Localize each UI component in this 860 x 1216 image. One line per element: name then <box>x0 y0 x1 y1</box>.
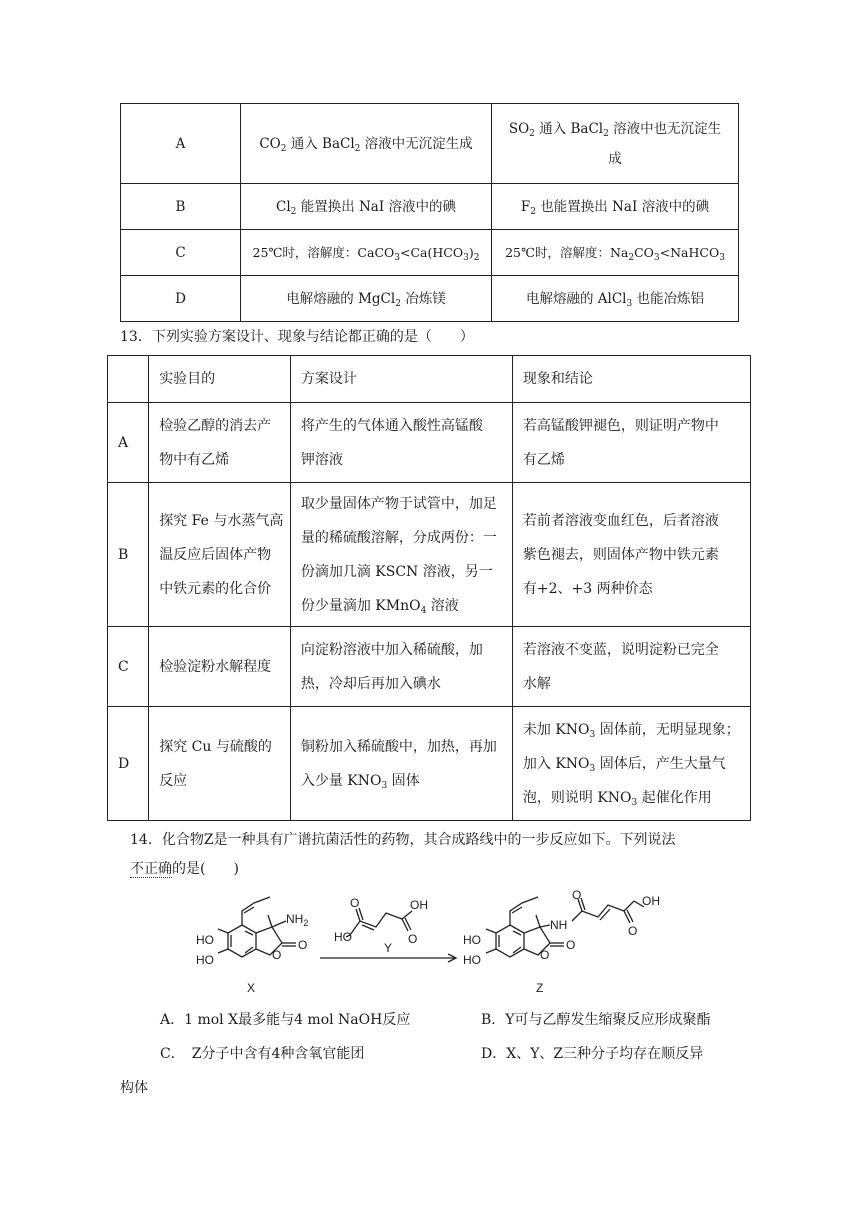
question-14-stem-line1: 14．化合物Z是一种具有广谱抗菌活性的药物，其合成路线中的一步反应如下。下列说法 <box>130 832 676 848</box>
header-cell: 方案设计 <box>290 356 512 403</box>
question-14-stem-line2: 不正确的是( ) <box>130 861 239 877</box>
result-cell: 若前者溶液变血红色，后者溶液 紫色褪去，则固体产物中铁元素 有+2、+3 两种价态 <box>512 483 750 627</box>
y-oh-label: OH <box>410 898 428 912</box>
nh2-label: $NH_2$ <box>286 912 309 928</box>
emphasis-text: 不正确 <box>130 861 172 877</box>
z-carbonyl-o-label: O <box>566 938 576 952</box>
z-amide-o-label: O <box>572 888 582 902</box>
reaction-scheme <box>190 885 710 1000</box>
row-key: C <box>121 230 241 276</box>
result-cell: 若高锰酸钾褪色，则证明产物中 有乙烯 <box>512 403 750 483</box>
table-cell: $CO_2$ 通入 BaCl$_2$ 溶液中无沉淀生成 <box>241 104 492 184</box>
purpose-cell: 检验乙醇的消去产 物中有乙烯 <box>149 403 291 483</box>
question-13-stem: 13．下列实验方案设计、现象与结论都正确的是（ ） <box>120 329 474 345</box>
header-cell: 现象和结论 <box>512 356 750 403</box>
carbonyl-o-label: O <box>298 938 308 952</box>
purpose-cell: 探究 Cu 与硫酸的 反应 <box>149 707 291 821</box>
table-cell: 25℃时，溶解度：$CaCO_3<Ca(HCO_3)_2$ <box>241 230 492 276</box>
purpose-cell: 探究 Fe 与水蒸气高 温反应后固体产物 中铁元素的化合价 <box>149 483 291 627</box>
z-ring-o-label: O <box>540 948 550 962</box>
row-key: A <box>108 403 149 483</box>
z-acid-o-label: O <box>628 924 638 938</box>
ho-label: HO <box>196 953 214 967</box>
design-cell: 取少量固体产物于试管中，加足 量的稀硫酸溶解，分成两份：一 份滴加几滴 KSCN 溶液，另一 份少量滴加 KMnO$_4$ 溶液 <box>290 483 512 627</box>
header-cell: 实验目的 <box>149 356 291 403</box>
result-cell: 未加 $KNO_3$ 固体前，无明显现象； 加入 $KNO_3$ 固体后，产生大量气 泡，则说明 $KNO_3$ 起催化作用 <box>512 707 750 821</box>
design-cell: 将产生的气体通入酸性高锰酸 钾溶液 <box>290 403 512 483</box>
row-key: A <box>121 104 241 184</box>
table-cell: 电解熔融的 AlCl$_3$ 也能冶炼铝 <box>492 276 739 322</box>
option-a: A．1 mol X最多能与4 mol NaOH反应 <box>160 1012 411 1028</box>
option-d: D．X、Y、Z三种分子均存在顺反异 <box>481 1046 704 1062</box>
table-cell: $Cl_2$ 能置换出 NaI 溶液中的碘 <box>241 184 492 230</box>
option-d-continued: 构体 <box>120 1080 148 1096</box>
y-o-label: O <box>408 932 418 946</box>
z-ho-label: HO <box>463 953 481 967</box>
experiment-table <box>107 355 751 821</box>
row-key: C <box>108 627 149 707</box>
compound-y-label: Y <box>384 941 393 955</box>
table-cell: 25℃时，溶解度：$Na_2CO_3<NaHCO_3$ <box>492 230 739 276</box>
table-cell: $SO_2$ 通入 BaCl$_2$ 溶液中也无沉淀生 成 <box>492 104 739 184</box>
option-c: C． Z分子中含有4种含氧官能团 <box>160 1046 365 1062</box>
y-ho-label: HO <box>334 930 352 944</box>
design-cell: 铜粉加入稀硫酸中，加热，再加 入少量 $KNO_3$ 固体 <box>290 707 512 821</box>
compound-x-label: X <box>247 981 256 995</box>
row-key: D <box>108 707 149 821</box>
design-cell: 向淀粉溶液中加入稀硫酸，加 热，冷却后再加入碘水 <box>290 627 512 707</box>
comparison-table <box>120 103 739 322</box>
row-key: B <box>121 184 241 230</box>
row-key: B <box>108 483 149 627</box>
z-nh-label: NH <box>550 918 568 932</box>
table-cell: $F_2$ 也能置换出 NaI 溶液中的碘 <box>492 184 739 230</box>
result-cell: 若溶液不变蓝，说明淀粉已完全 水解 <box>512 627 750 707</box>
header-cell <box>108 356 149 403</box>
ring-o-label: O <box>272 948 282 962</box>
z-oh-label: OH <box>642 894 660 908</box>
y-o-label: O <box>350 896 360 910</box>
row-key: D <box>121 276 241 322</box>
table-cell: 电解熔融的 MgCl$_2$ 冶炼镁 <box>241 276 492 322</box>
purpose-cell: 检验淀粉水解程度 <box>149 627 291 707</box>
compound-z-label: Z <box>536 981 544 995</box>
option-b: B．Y可与乙醇发生缩聚反应形成聚酯 <box>481 1012 711 1028</box>
ho-label: HO <box>196 933 214 947</box>
z-ho-label: HO <box>463 933 481 947</box>
